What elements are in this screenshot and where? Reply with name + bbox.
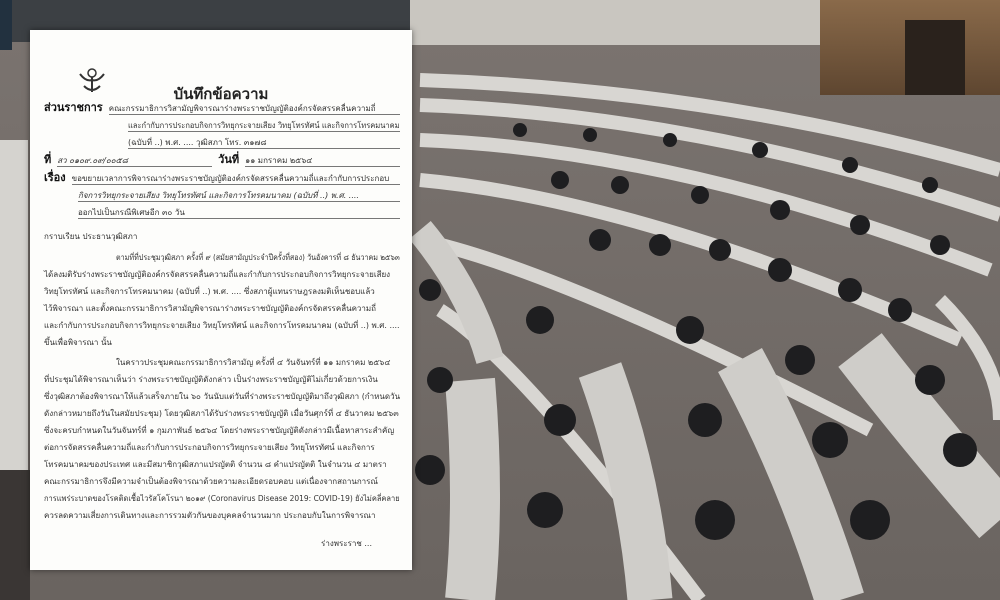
department-row-3: [44, 134, 400, 149]
paragraph2-line: การแพร่ระบาดของโรคติดเชื้อไวรัสโคโรนา ๒๐๑๙ (Coronavirus Disease 2019: COVID-19) ยังไม่คลี่คลาย: [44, 494, 400, 503]
paragraph2-line: ที่ประชุมได้พิจารณาเห็นว่า ร่างพระราชบัญญัติดังกล่าว เป็นร่างพระราชบัญญัติไม่เกี่ยวด้วยการเงิน: [44, 375, 378, 384]
ref-label: ที่: [44, 153, 52, 166]
memo-document: [30, 30, 412, 570]
paragraph2-line: ซึ่งวุฒิสภาต้องพิจารณาให้แล้วเสร็จภายใน ๖๐ วันนับแต่วันที่ร่างพระราชบัญญัติมาถึงวุฒิสภา (กำหนดวัน: [44, 392, 401, 401]
ref-value: สว ๐๑๐๙.๐๙/๐๐๕๘: [57, 155, 212, 167]
subject-row: [44, 170, 400, 185]
paragraph2-line: โทรคมนาคมของประเทศ และมีสมาชิกวุฒิสภาแปรญัตติ จำนวน ๘ คำแปรญัตติ ในจำนวน ๔ มาตรา: [44, 460, 387, 469]
paragraph2-line: ซึ่งจะครบกำหนดในวันจันทร์ที่ ๑ กุมภาพันธ์ ๒๕๖๔ โดยร่างพระราชบัญญัติดังกล่าวมีเนื้อหาสาระสำคัญ: [44, 426, 395, 435]
department-row: [44, 100, 400, 115]
paragraph1-line: ตามที่ที่ประชุมวุฒิสภา ครั้งที่ ๙ (สมัยสามัญประจำปีครั้งที่สอง) วันอังคารที่ ๘ ธันวาคม ๒๕๖๓: [116, 253, 400, 262]
paragraph2-line: ดังกล่าวหมายถึงวันในสมัยประชุม) โดยวุฒิสภาได้รับร่างพระราชบัญญัติ เมื่อวันศุกร์ที่ ๔ ธันวาคม ๒๕๖๓: [44, 409, 399, 418]
memo-title: บันทึกข้อความ: [173, 85, 269, 103]
subject-line: กิจการวิทยุกระจายเสียง วิทยุโทรทัศน์ และกิจการโทรคมนาคม (ฉบับที่ ..) พ.ศ. ....: [78, 190, 400, 202]
date-value: ๑๑ มกราคม ๒๕๖๔: [245, 155, 400, 167]
subject-row-2: [44, 187, 400, 202]
department-line: และกำกับการประกอบกิจการวิทยุกระจายเสียง วิทยุโทรทัศน์ และกิจการโทรคมนาคม: [128, 121, 400, 130]
subject-label: เรื่อง: [44, 171, 66, 184]
department-line: คณะกรรมาธิการวิสามัญพิจารณาร่างพระราชบัญญัติองค์กรจัดสรรคลื่นความถี่: [109, 103, 400, 115]
salutation: กราบเรียน ประธานวุฒิสภา: [44, 232, 138, 241]
subject-row-3: [44, 204, 400, 219]
department-label: ส่วนราชการ: [44, 101, 103, 114]
continued-note: ร่างพระราช ...: [321, 539, 372, 548]
paragraph1-line: และกำกับการประกอบกิจการวิทยุกระจายเสียง วิทยุโทรทัศน์ และกิจการโทรคมนาคม (ฉบับที่ ..) พ.ศ. ....: [44, 321, 400, 330]
paragraph1-line: ขึ้นเพื่อพิจารณา นั้น: [44, 338, 112, 347]
paragraph2-line: ต่อการจัดสรรคลื่นความถี่และกำกับการประกอบกิจการวิทยุกระจายเสียง วิทยุโทรทัศน์ และกิจการ: [44, 443, 375, 452]
date-label: วันที่: [218, 153, 240, 166]
subject-line: ออกไปเป็นกรณีพิเศษอีก ๓๐ วัน: [78, 207, 400, 219]
paragraph2-line: ควรลดความเสี่ยงการเดินทางและการรวมตัวกันของบุคคลจำนวนมาก ประกอบกับในการพิจารณา: [44, 511, 376, 520]
subject-line: ขอขยายเวลาการพิจารณาร่างพระราชบัญญัติองค์กรจัดสรรคลื่นความถี่และกำกับการประกอบ: [72, 173, 400, 185]
paragraph2-line: ในคราวประชุมคณะกรรมาธิการวิสามัญ ครั้งที่ ๔ วันจันทร์ที่ ๑๑ มกราคม ๒๕๖๔: [116, 358, 391, 367]
paragraph1-line: ได้ลงมติรับร่างพระราชบัญญัติองค์กรจัดสรรคลื่นความถี่และกำกับการประกอบกิจการวิทยุกระจายเสียง: [44, 270, 391, 279]
paragraph2-line: คณะกรรมาธิการจึงมีความจำเป็นต้องพิจารณาด้วยความละเอียดรอบคอบ แต่เนื่องจากสถานการณ์: [44, 477, 378, 486]
ref-date-row: [44, 152, 400, 167]
paragraph1-line: วิทยุโทรทัศน์ และกิจการโทรคมนาคม (ฉบับที่ ..) พ.ศ. .... ซึ่งสภาผู้แทนราษฎรลงมติเห็นชอบแล้ว: [44, 287, 375, 296]
paragraph1-line: ไว้พิจารณา และตั้งคณะกรรมาธิการวิสามัญพิจารณาร่างพระราชบัญญัติองค์กรจัดสรรคลื่นความถี่: [44, 304, 377, 313]
department-row-2: [44, 117, 400, 132]
department-line: (ฉบับที่ ..) พ.ศ. .... วุฒิสภา โทร. ๓๑๗๘: [128, 137, 400, 149]
